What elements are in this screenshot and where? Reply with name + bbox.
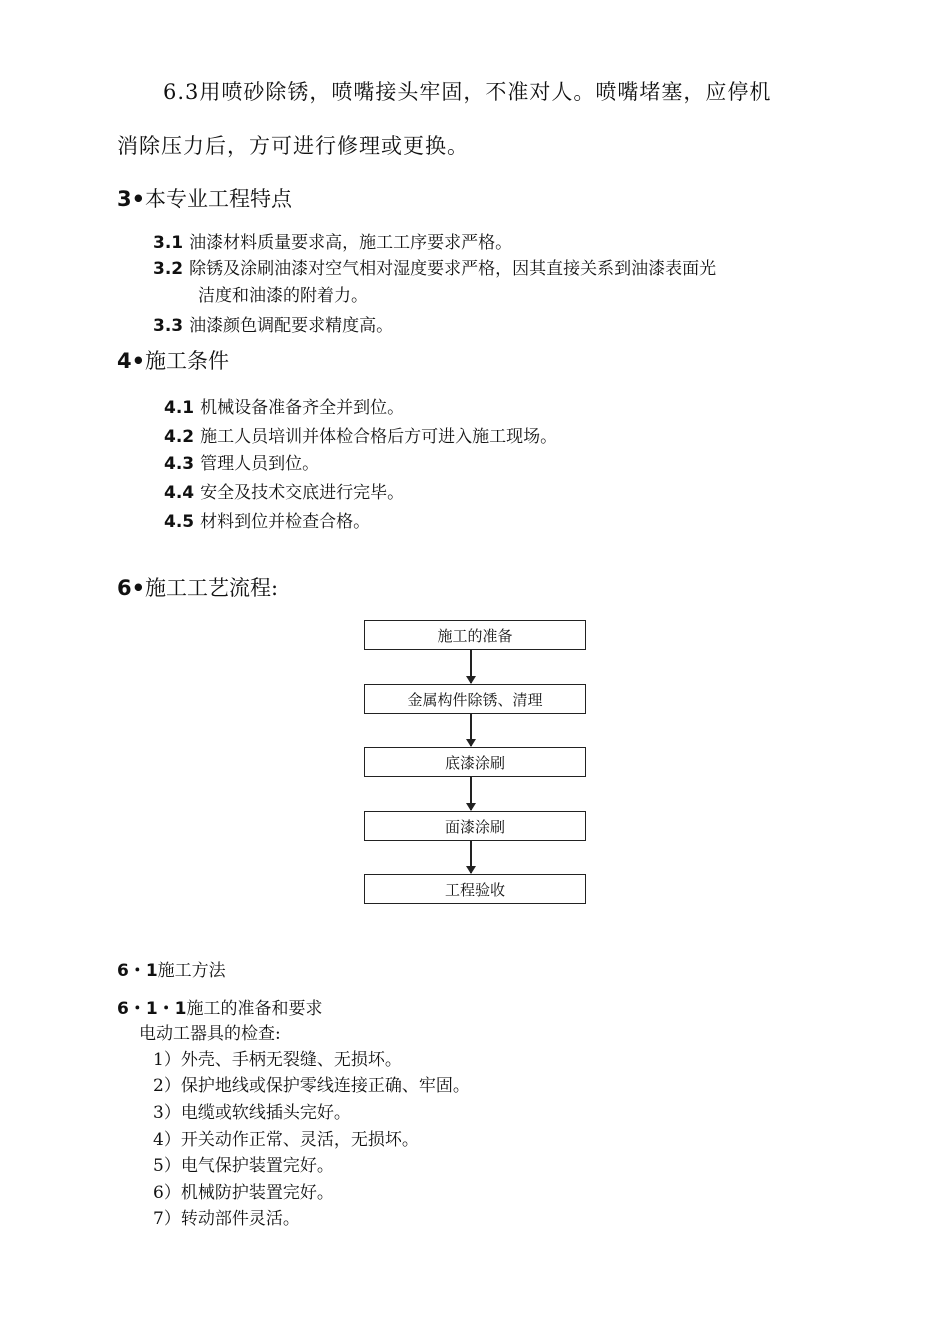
section-6-1-number: 6・1: [117, 961, 158, 981]
item-text: 施工人员培训并体检合格后方可进入施工现场。: [200, 427, 558, 447]
list-item: [164, 507, 370, 532]
item-text: 油漆颜色调配要求精度高。: [189, 316, 394, 336]
item-number: 4.1: [164, 398, 195, 418]
list-item: [153, 311, 393, 336]
list-item: [153, 228, 512, 253]
item-text: 材料到位并检查合格。: [200, 512, 371, 532]
check-item: 7）转动部件灵活。: [153, 1209, 300, 1229]
item-text: 除锈及涂刷油漆对空气相对湿度要求严格，因其直接关系到油漆表面光: [189, 259, 717, 279]
item-number: 3.2: [153, 259, 184, 279]
list-item: [164, 478, 404, 503]
item-number: 4.5: [164, 512, 195, 532]
check-item: 6）机械防护装置完好。: [153, 1183, 334, 1203]
item-number: 4.2: [164, 427, 195, 447]
flow-step: 工程验收: [364, 874, 586, 904]
section-6-1-title: 施工方法: [157, 961, 226, 981]
section-4-title: 施工条件: [145, 349, 230, 373]
section-6-heading: [117, 572, 278, 602]
list-item-continuation: 洁度和油漆的附着力。: [198, 286, 368, 306]
item-number: 3.3: [153, 316, 184, 336]
item-text: 安全及技术交底进行完毕。: [200, 483, 405, 503]
list-item: [153, 254, 716, 279]
check-item: 3）电缆或软线插头完好。: [153, 1103, 351, 1123]
section-6-1-1-heading: [117, 994, 323, 1019]
section-6-1-1-title: 施工的准备和要求: [186, 999, 323, 1019]
section-3-title: 本专业工程特点: [145, 187, 293, 211]
check-item: 1）外壳、手柄无裂缝、无损坏。: [153, 1050, 402, 1070]
check-item: 4）开关动作正常、灵活，无损坏。: [153, 1130, 419, 1150]
item-number: 3.1: [153, 233, 184, 253]
item-text: 油漆材料质量要求高，施工工序要求严格。: [189, 233, 513, 253]
list-item: [164, 422, 557, 447]
item-number: 4.3: [164, 454, 195, 474]
section-4-heading: [117, 345, 229, 375]
item-text: 管理人员到位。: [200, 454, 320, 474]
section-6-title: 施工工艺流程:: [145, 576, 279, 600]
flow-step: 面漆涂刷: [364, 811, 586, 841]
check-subtitle: 电动工器具的检查:: [139, 1024, 281, 1044]
intro-line-2: 消除压力后，方可进行修理或更换。: [117, 134, 469, 158]
item-text: 机械设备准备齐全并到位。: [200, 398, 405, 418]
flow-arrow: [470, 714, 472, 746]
check-item: 2）保护地线或保护零线连接正确、牢固。: [153, 1076, 470, 1096]
flow-step: 底漆涂刷: [364, 747, 586, 777]
item-number: 4.4: [164, 483, 195, 503]
section-6-1-1-number: 6・1・1: [117, 999, 187, 1019]
flow-step: 金属构件除锈、清理: [364, 684, 586, 714]
flow-arrow: [470, 777, 472, 810]
intro-line-1: 6.3用喷砂除锈，喷嘴接头牢固，不准对人。喷嘴堵塞，应停机: [163, 80, 772, 104]
section-6-1-heading: [117, 956, 226, 981]
flow-step: 施工的准备: [364, 620, 586, 650]
section-6-number: 6•: [117, 576, 146, 600]
section-3-number: 3•: [117, 187, 146, 211]
list-item: [164, 449, 319, 474]
check-item: 5）电气保护装置完好。: [153, 1156, 334, 1176]
section-3-heading: [117, 183, 292, 213]
flow-arrow: [470, 841, 472, 873]
section-4-number: 4•: [117, 349, 146, 373]
list-item: [164, 393, 404, 418]
flow-arrow: [470, 650, 472, 683]
